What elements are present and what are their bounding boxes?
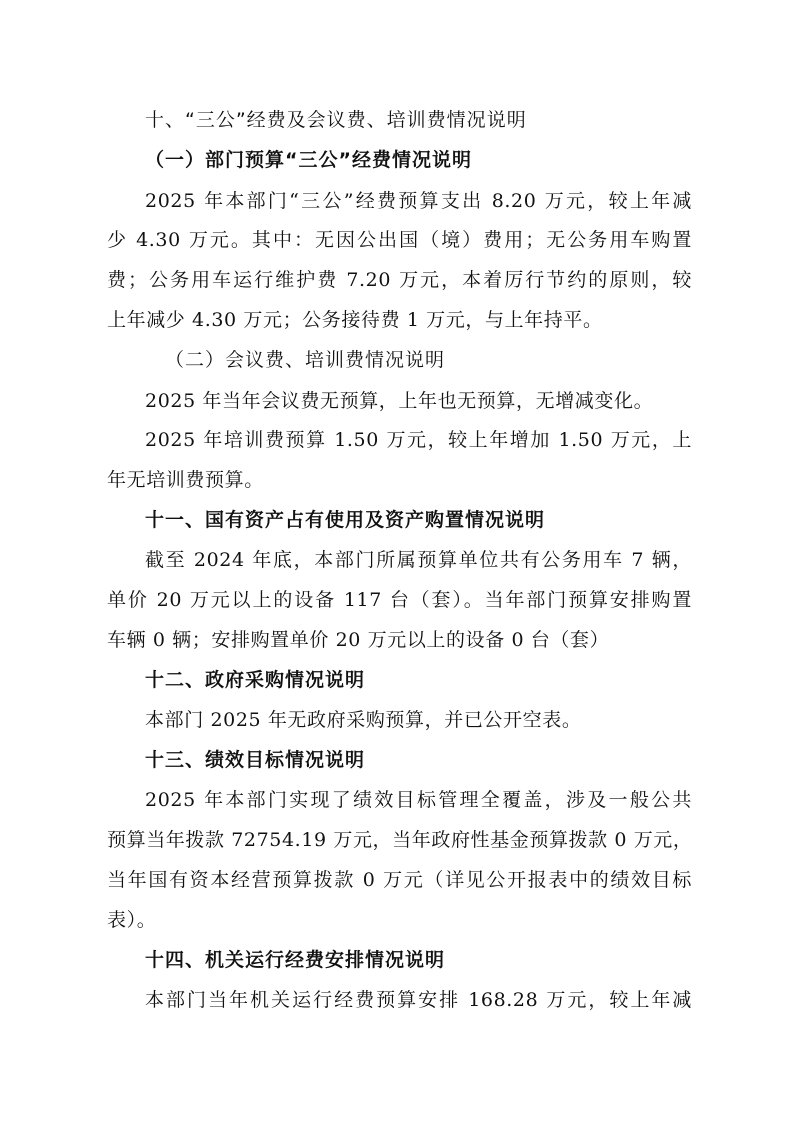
paragraph-line: 预算当年拨款 72754.19 万元，当年政府性基金预算拨款 0 万元， — [107, 829, 693, 851]
section-13-heading: 十三、绩效目标情况说明 — [145, 749, 366, 771]
paragraph-line: 单价 20 万元以上的设备 117 台（套）。当年部门预算安排购置 — [107, 589, 692, 611]
section-11-heading: 十一、国有资产占有使用及资产购置情况说明 — [145, 509, 546, 531]
section-10-sub1-heading: （一）部门预算“三公”经费情况说明 — [145, 149, 472, 171]
paragraph-line: 当年国有资本经营预算拨款 0 万元（详见公开报表中的绩效目标 — [107, 869, 692, 891]
section-14-heading: 十四、机关运行经费安排情况说明 — [145, 949, 446, 971]
paragraph-line: 2025 年培训费预算 1.50 万元，较上年增加 1.50 万元，上 — [145, 429, 692, 451]
paragraph-line: 2025 年本部门“三公”经费预算支出 8.20 万元，较上年减 — [145, 190, 692, 212]
paragraph-line: 上年减少 4.30 万元；公务接待费 1 万元，与上年持平。 — [107, 309, 603, 331]
paragraph-line: 车辆 0 辆；安排购置单价 20 万元以上的设备 0 台（套） — [107, 629, 610, 651]
section-12-heading: 十二、政府采购情况说明 — [145, 669, 366, 691]
paragraph-line: 少 4.30 万元。其中：无因公出国（境）费用；无公务用车购置 — [107, 229, 692, 251]
paragraph-line: 2025 年当年会议费无预算，上年也无预算，无增减变化。 — [145, 390, 654, 412]
paragraph-line: 截至 2024 年底，本部门所属预算单位共有公务用车 7 辆， — [145, 549, 692, 571]
paragraph-line: 本部门 2025 年无政府采购预算，并已公开空表。 — [145, 709, 582, 731]
paragraph-line: 2025 年本部门实现了绩效目标管理全覆盖，涉及一般公共 — [145, 789, 692, 811]
section-10-heading: 十、“三公”经费及会议费、培训费情况说明 — [145, 109, 527, 131]
paragraph-line: 表）。 — [107, 909, 157, 931]
paragraph-line: 费；公务用车运行维护费 7.20 万元，本着厉行节约的原则，较 — [107, 269, 692, 291]
paragraph-line: 本部门当年机关运行经费预算安排 168.28 万元，较上年减 — [145, 989, 692, 1011]
section-10-sub2-heading: （二）会议费、培训费情况说明 — [165, 349, 446, 371]
paragraph-line: 年无培训费预算。 — [107, 469, 264, 491]
